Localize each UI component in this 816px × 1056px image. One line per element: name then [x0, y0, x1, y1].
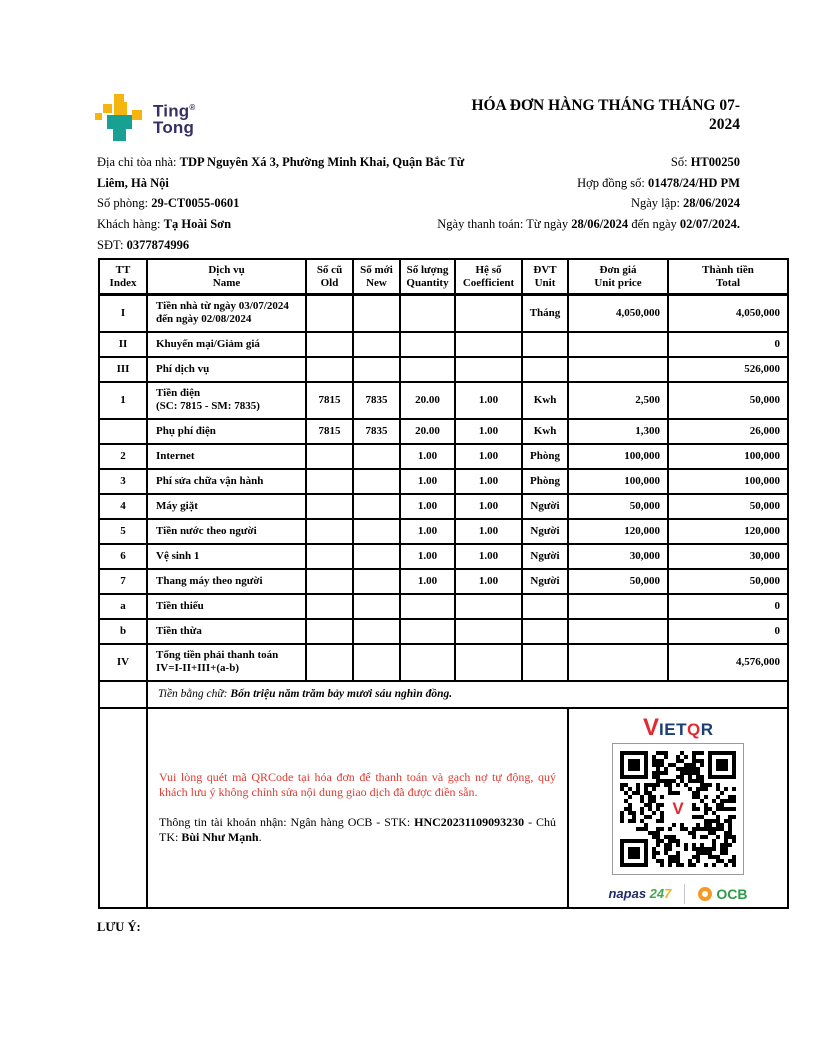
- table-row: [99, 569, 788, 594]
- invoice-table-body: [99, 295, 788, 681]
- table-row: [99, 544, 788, 569]
- cell-total: 4,576,000: [668, 644, 788, 681]
- cell-qty: [400, 619, 455, 644]
- cell-old: [306, 494, 353, 519]
- cell-new: [353, 469, 400, 494]
- cell-qty: 20.00: [400, 382, 455, 419]
- qr-code: [612, 743, 744, 875]
- cell-name: Thang máy theo người: [147, 569, 306, 594]
- column-header: Hệ số Coefficient: [455, 259, 522, 295]
- cell-coef: 1.00: [455, 494, 522, 519]
- issue-date: Ngày lập: 28/06/2024: [630, 196, 740, 211]
- cell-qty: 1.00: [400, 569, 455, 594]
- invoice-title-line2: 2024: [709, 116, 740, 133]
- cell-old: [306, 644, 353, 681]
- cell-coef: [455, 357, 522, 382]
- cell-name: Tổng tiền phải thanh toán IV=I-II+III+(a-b): [147, 644, 306, 681]
- cell-tt: 7: [99, 569, 147, 594]
- cell-name: Tiền thiếu: [147, 594, 306, 619]
- cell-unit: [522, 357, 568, 382]
- cell-old: [306, 544, 353, 569]
- amount-in-words-row: [99, 681, 788, 708]
- cell-total: 100,000: [668, 469, 788, 494]
- cell-price: [568, 619, 668, 644]
- cell-new: [353, 494, 400, 519]
- cell-qty: [400, 594, 455, 619]
- customer-phone: SĐT: 0377874996: [97, 237, 190, 252]
- cell-tt: III: [99, 357, 147, 382]
- napas-247-logo: napas 247: [608, 886, 672, 901]
- table-row: [99, 357, 788, 382]
- cell-old: [306, 619, 353, 644]
- cell-name: Phí sửa chữa vận hành: [147, 469, 306, 494]
- cell-qty: [400, 357, 455, 382]
- column-header: Số lượng Quantity: [400, 259, 455, 295]
- cell-old: [306, 444, 353, 469]
- cell-total: 100,000: [668, 444, 788, 469]
- cell-coef: 1.00: [455, 444, 522, 469]
- cell-old: 7815: [306, 382, 353, 419]
- cell-price: 1,300: [568, 419, 668, 444]
- empty-cell: [99, 708, 147, 908]
- cell-tt: 4: [99, 494, 147, 519]
- cell-new: 7835: [353, 419, 400, 444]
- cell-price: 30,000: [568, 544, 668, 569]
- table-header-row: [99, 259, 788, 295]
- cell-qty: 1.00: [400, 519, 455, 544]
- qr-section: [568, 708, 788, 908]
- divider: [684, 884, 685, 904]
- cell-total: 526,000: [668, 357, 788, 382]
- invoice-info: [97, 152, 740, 256]
- cell-tt: II: [99, 332, 147, 357]
- cell-total: 0: [668, 619, 788, 644]
- cell-qty: [400, 295, 455, 332]
- cell-tt: [99, 419, 147, 444]
- cell-name: Tiền thừa: [147, 619, 306, 644]
- cell-new: [353, 544, 400, 569]
- cell-price: 100,000: [568, 469, 668, 494]
- column-header: Đơn giá Unit price: [568, 259, 668, 295]
- cell-unit: Tháng: [522, 295, 568, 332]
- cell-new: [353, 295, 400, 332]
- cell-unit: [522, 644, 568, 681]
- cell-qty: 1.00: [400, 444, 455, 469]
- cell-total: 0: [668, 594, 788, 619]
- cell-new: 7835: [353, 382, 400, 419]
- cell-price: 2,500: [568, 382, 668, 419]
- cell-unit: Người: [522, 544, 568, 569]
- table-row: [99, 469, 788, 494]
- payment-date-range: Ngày thanh toán: Từ ngày 28/06/2024 đến ngày 02/07/2024.: [437, 217, 740, 232]
- cell-price: [568, 594, 668, 619]
- cell-coef: 1.00: [455, 469, 522, 494]
- building-address: Địa chỉ tòa nhà: TDP Nguyên Xá 3, Phường Minh Khai, Quận Bắc Từ Liêm, Hà Nội: [97, 155, 465, 190]
- cell-coef: [455, 619, 522, 644]
- column-header: Số cũ Old: [306, 259, 353, 295]
- cell-unit: [522, 332, 568, 357]
- cell-old: [306, 469, 353, 494]
- table-row: [99, 644, 788, 681]
- cell-tt: I: [99, 295, 147, 332]
- cell-new: [353, 569, 400, 594]
- column-header: Dịch vụ Name: [147, 259, 306, 295]
- cell-unit: Người: [522, 569, 568, 594]
- cell-coef: 1.00: [455, 419, 522, 444]
- cell-unit: Phòng: [522, 469, 568, 494]
- cell-qty: 1.00: [400, 544, 455, 569]
- cell-unit: Kwh: [522, 419, 568, 444]
- cell-unit: Phòng: [522, 444, 568, 469]
- footer-note: LƯU Ý:: [97, 920, 141, 934]
- cell-coef: 1.00: [455, 569, 522, 594]
- tingtong-logo: [95, 94, 195, 142]
- column-header: ĐVT Unit: [522, 259, 568, 295]
- cell-tt: a: [99, 594, 147, 619]
- cell-name: Tiền nhà từ ngày 03/07/2024 đến ngày 02/08/2024: [147, 295, 306, 332]
- cell-total: 120,000: [668, 519, 788, 544]
- cell-name: Phí dịch vụ: [147, 357, 306, 382]
- invoice-title: [471, 96, 740, 134]
- table-row: [99, 519, 788, 544]
- cell-coef: 1.00: [455, 544, 522, 569]
- payment-row: [99, 708, 788, 908]
- payment-account-text: Thông tin tài khoản nhận: Ngân hàng OCB - STK: HNC20231109093230 - Chủ TK: Bùi Như Mạnh.: [159, 814, 556, 844]
- cell-tt: 2: [99, 444, 147, 469]
- cell-qty: [400, 332, 455, 357]
- invoice-title-line1: HÓA ĐƠN HÀNG THÁNG THÁNG 07-: [471, 97, 740, 114]
- cell-tt: IV: [99, 644, 147, 681]
- payment-instructions: [147, 708, 568, 908]
- payment-warning-text: Vui lòng quét mã QRCode tại hóa đơn để thanh toán và gạch nợ tự động, quý khách lưu ý không chỉnh sửa nội dung giao dịch đã được điền sẵn.: [159, 769, 556, 799]
- tingtong-logo-text: Ting® Tong: [153, 101, 196, 137]
- cell-tt: 1: [99, 382, 147, 419]
- cell-name: Khuyến mại/Giảm giá: [147, 332, 306, 357]
- table-row: [99, 444, 788, 469]
- cell-total: 26,000: [668, 419, 788, 444]
- cell-old: [306, 295, 353, 332]
- cell-unit: [522, 594, 568, 619]
- cell-old: [306, 519, 353, 544]
- cell-tt: 6: [99, 544, 147, 569]
- cell-qty: 20.00: [400, 419, 455, 444]
- cell-unit: Kwh: [522, 382, 568, 419]
- cell-name: Phụ phí điện: [147, 419, 306, 444]
- cell-name: Vệ sinh 1: [147, 544, 306, 569]
- customer-name: Khách hàng: Tạ Hoài Sơn: [97, 217, 232, 232]
- cell-tt: b: [99, 619, 147, 644]
- cell-new: [353, 519, 400, 544]
- cell-old: 7815: [306, 419, 353, 444]
- registered-mark-icon: ®: [189, 103, 196, 112]
- cell-price: 50,000: [568, 569, 668, 594]
- tingtong-logo-icon: [95, 94, 145, 142]
- cell-price: 120,000: [568, 519, 668, 544]
- cell-price: [568, 332, 668, 357]
- cell-old: [306, 357, 353, 382]
- cell-tt: 5: [99, 519, 147, 544]
- table-row: [99, 332, 788, 357]
- cell-total: 0: [668, 332, 788, 357]
- cell-new: [353, 594, 400, 619]
- cell-price: [568, 644, 668, 681]
- cell-old: [306, 569, 353, 594]
- cell-total: 50,000: [668, 569, 788, 594]
- vietqr-logo: VIETQR: [643, 713, 713, 741]
- table-row: [99, 382, 788, 419]
- cell-new: [353, 444, 400, 469]
- cell-coef: [455, 644, 522, 681]
- table-row: [99, 619, 788, 644]
- table-row: [99, 594, 788, 619]
- cell-coef: 1.00: [455, 382, 522, 419]
- column-header: TT Index: [99, 259, 147, 295]
- cell-total: 50,000: [668, 382, 788, 419]
- cell-price: [568, 357, 668, 382]
- column-header: Thành tiền Total: [668, 259, 788, 295]
- cell-new: [353, 332, 400, 357]
- cell-total: 50,000: [668, 494, 788, 519]
- qr-banks-row: [572, 884, 784, 904]
- cell-new: [353, 357, 400, 382]
- cell-name: Tiền điện (SC: 7815 - SM: 7835): [147, 382, 306, 419]
- room-number: Số phòng: 29-CT0055-0601: [97, 196, 240, 211]
- invoice-table: [98, 258, 789, 909]
- qr-center-logo-icon: V: [665, 796, 691, 822]
- cell-total: 30,000: [668, 544, 788, 569]
- cell-coef: 1.00: [455, 519, 522, 544]
- table-row: [99, 419, 788, 444]
- cell-unit: Người: [522, 494, 568, 519]
- cell-qty: 1.00: [400, 494, 455, 519]
- cell-tt: 3: [99, 469, 147, 494]
- table-row: [99, 295, 788, 332]
- ocb-icon: [698, 887, 712, 901]
- cell-total: 4,050,000: [668, 295, 788, 332]
- cell-price: 50,000: [568, 494, 668, 519]
- cell-name: Máy giặt: [147, 494, 306, 519]
- cell-new: [353, 619, 400, 644]
- cell-name: Tiền nước theo người: [147, 519, 306, 544]
- cell-old: [306, 594, 353, 619]
- cell-old: [306, 332, 353, 357]
- contract-number: Hợp đồng số: 01478/24/HD PM: [577, 175, 740, 190]
- cell-coef: [455, 295, 522, 332]
- cell-qty: 1.00: [400, 469, 455, 494]
- column-header: Số mới New: [353, 259, 400, 295]
- empty-cell: [99, 681, 147, 708]
- cell-qty: [400, 644, 455, 681]
- cell-unit: Người: [522, 519, 568, 544]
- invoice-number: Số: HT00250: [670, 155, 740, 169]
- cell-coef: [455, 332, 522, 357]
- cell-unit: [522, 619, 568, 644]
- cell-name: Internet: [147, 444, 306, 469]
- amount-in-words: Tiền bằng chữ: Bốn triệu năm trăm bảy mươi sáu nghìn đồng.: [147, 681, 788, 708]
- cell-price: 4,050,000: [568, 295, 668, 332]
- cell-new: [353, 644, 400, 681]
- cell-price: 100,000: [568, 444, 668, 469]
- invoice-info-left: [97, 152, 489, 256]
- table-row: [99, 494, 788, 519]
- ocb-logo: OCB: [698, 886, 747, 902]
- cell-coef: [455, 594, 522, 619]
